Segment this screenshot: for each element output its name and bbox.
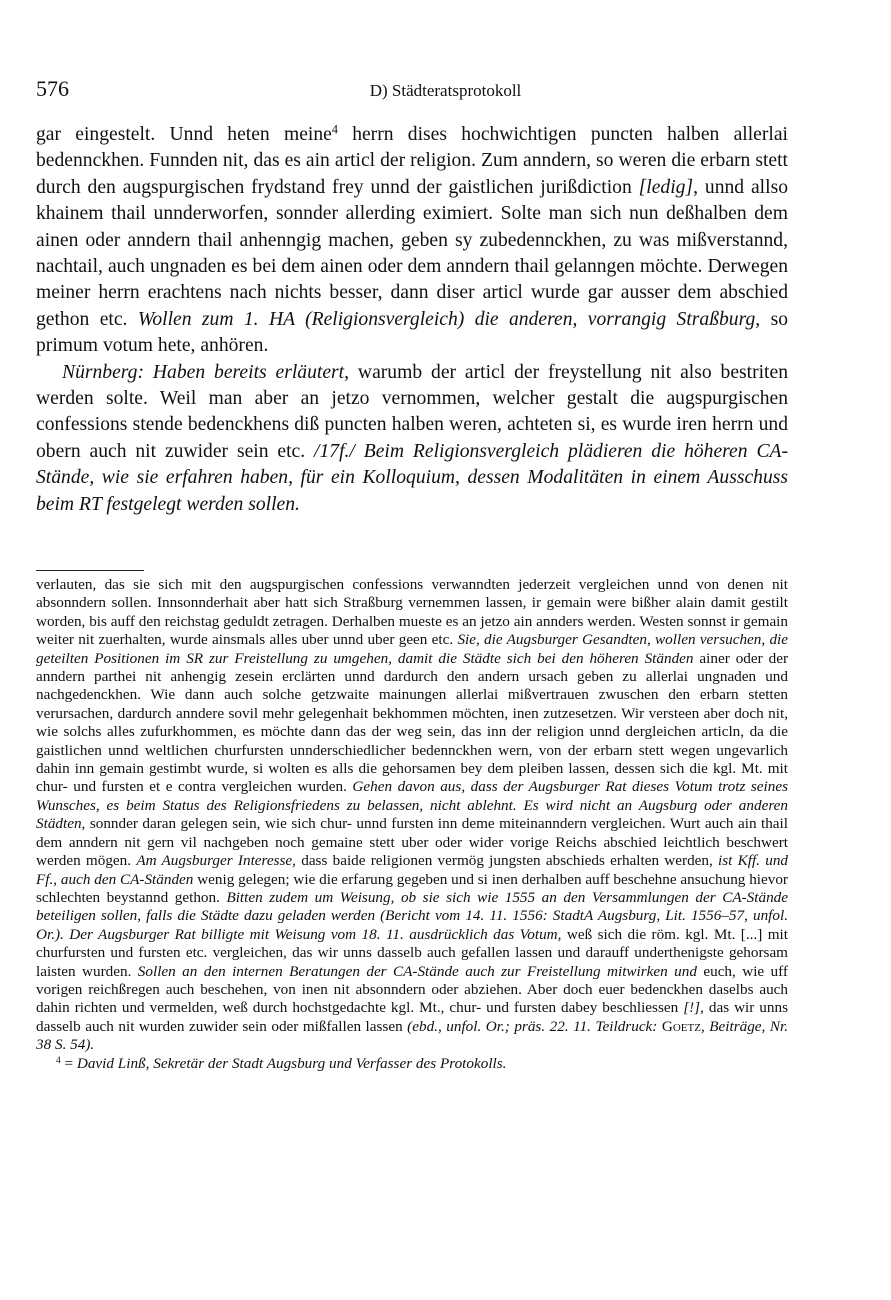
footnote-marker: 4	[331, 122, 338, 137]
text-run: weß sich die röm. kgl. Mt. [...] mit churfursten und fursten etc. vergleichen, das wir unns dasselb auch gefallen lassen und darauff underthenigste gehorsam laisten wurden.	[36, 925, 788, 980]
italic-run: Sollen an den internen Beratungen der CA-Stände auch zur Freistellung mitwirken und	[137, 962, 697, 980]
text-run: dass baide religionen vermög jungsten abschieds erhalten werden,	[295, 852, 719, 870]
text-run: , das wir unns dasselb auch nit wurden zuwider sein oder mißfallen lassen	[36, 999, 788, 1035]
italic-run: /17f./ Beim Religionsvergleich plädieren die höheren CA-Stände, wie sie erfahren haben, für ein Kolloquium, dessen Modalitäten in einem Ausschuss beim RT festgelegt werden sollen.	[36, 440, 789, 515]
text-run: , unnd allso khainem thail unnderworfen, sonnder allerding eximiert. Solte man sich nun deßhalben dem ainen oder anndern thail anhenngig machen, geben sy zubedennckhen, zu was mißverstannd, nachtail, auch ungnaden es bei dem ainen oder dem anndern thail gelanngen möchte. Derwegen meiner herrn erachtens nach nichts besser, dann diser articl wurde gar ausser dem abschied gethon etc.	[36, 176, 788, 330]
running-title: D) Städteratsprotokoll	[369, 81, 522, 100]
italic-run: Nürnberg: Haben bereits erläutert,	[62, 361, 350, 383]
italic-run: [ledig]	[638, 176, 694, 198]
main-text	[36, 122, 788, 518]
footnote-4	[36, 1055, 788, 1073]
text-run: warumb der articl der freystellung nit also bestriten werden solte. Weil man aber an jetzo vernommen, welcher gestalt die augspurgischen confessions stende bedenckhens diß puncten halben weren, achteten si, es wurde iren herrn und obern auch nit zuwider sein etc.	[36, 361, 788, 462]
italic-run: [!]	[683, 999, 701, 1017]
text-run: verlauten, das sie sich mit den augspurgischen confessions verwanndten jederzeit vergleichen unnd von denen nit absonndern sollen. Innsonnderhait aber hatt sich Straßburg vernemmen lassen, ir gemain were bißher alain damit gestilt worden, bis auff den reichstag geduldt zetragen. Derhalben mueste es an jetzo ain annders werden. Westen sonnst ir gemain weiter nit zuerhalten, wurde ainsmals alles uber unnd uber geen etc.	[36, 576, 788, 649]
footnote-continuation	[36, 576, 788, 1055]
text-run: gar eingestelt. Unnd heten meine	[36, 124, 332, 145]
paragraph	[36, 360, 788, 518]
italic-run: ist Kff. und Ff., auch den CA-Ständen	[36, 852, 789, 888]
italic-run: Gehen davon aus, dass der Augsburger Rat dieses Votum trotz seines Wunsches, es beim Status des Religionsfriedens zu belassen, nicht ablehnt. Es wird nicht an Augsburg oder anderen Städten,	[36, 778, 788, 833]
text-run: herrn dises hochwichtigen puncten halben allerlai bedennckhen. Funnden nit, das es ain articl der religion. Zum anndern, so weren die erbarn stett durch den augspurgischen frydstand frey unnd der gaistlichen jurißdiction	[36, 124, 788, 198]
text-run: so primum votum hete, anhören.	[36, 308, 788, 357]
text-run: euch, wie uff vorigen reichßregen auch beschehen, von inen nit absonndern oder abziehen. Aber doch euer bedenckhen daselbs auch dahin richten und vermelden, weß durch hochstgedachte kgl. Mt., chur- und fursten dabey beschliessen	[36, 962, 788, 1017]
footnote-separator	[36, 570, 144, 571]
text-run: =	[60, 1054, 77, 1072]
text-run: sonnder daran gelegen sein, wie sich chur- unnd fursten inn deme miteinanndern vergleichen. Wurt auch ain thail dem anndern nit gern vil nachgeben noch gemaine stett uber oder wider vorige Reichs abschied leichtlich beschwert werden mögen.	[36, 815, 788, 870]
page-header	[0, 76, 891, 108]
italic-run: Bitten zudem um Weisung, ob sie sich wie 1555 an den Versammlungen der CA-Stände beteiligen sollen, falls die Städte dazu geladen werden (Bericht vom 14. 11. 1556: StadtA Augsburg, Lit. 1556–57, unfol. Or.). Der Augsburger Rat billigte mit Weisung vom 18. 11. ausdrücklich das Votum,	[36, 888, 788, 943]
italic-run: , Beiträge, Nr. 38 S. 54).	[36, 1017, 788, 1054]
italic-run: (ebd., unfol. Or.; präs. 22. 11. Teildruck:	[407, 1017, 662, 1035]
footnotes	[36, 576, 788, 1073]
paragraph	[36, 122, 788, 360]
text-run: ainer oder der anndern parthei nit anhengig zesein erclärten unnd dardurch den andern ursach geben zu allerlai ungnaden und nachgedenckhen. Wie dann auch solche getzwaite mainungen allerlai mißvertrauen zwuschen den erbarn stetten verursachen, dardurch anndere sovil mehr gelegenhait bekhommen möchten, inen zutzesetzen. Wir versteen aber doch nit, wie solchs alles zufurkhommen, es möchte dann das der weg sein, das inn der religion unnd dergleichen articln, da die gaistlichen unnd weltlichen churfursten unnderschiedlicher bedennckhen wern, von der erbarn stett wegen ungevarlich dahin inn gemain gestimbt wurde, si wolten es alls die gehorsamen bey dem pleiben lassen, dessen sich die kgl. Mt. mit chur- und fursten et e contra vergleichen wurden.	[36, 649, 789, 796]
italic-run: Wollen zum 1. HA (Religionsvergleich) die anderen, vorrangig Straßburg,	[137, 308, 761, 330]
italic-run: Am Augsburger Interesse,	[136, 852, 296, 870]
italic-run: Sie, die Augsburger Gesandten, wollen versuchen, die geteilten Positionen im SR zur Freistellung zu umgehen, damit die Städte sich bei den höheren Ständen	[36, 631, 789, 667]
small-caps-run: Goetz	[661, 1017, 701, 1035]
italic-run: David Linß, Sekretär der Stadt Augsburg und Verfasser des Protokolls.	[76, 1054, 507, 1072]
footnote-marker: 4	[56, 1055, 61, 1066]
page-number: 576	[36, 76, 69, 101]
text-run: wenig gelegen; wie die erfarung gegeben und si inen derhalben auff beschehne ansuchung hievor schlechten beystannd gethon.	[36, 870, 788, 906]
